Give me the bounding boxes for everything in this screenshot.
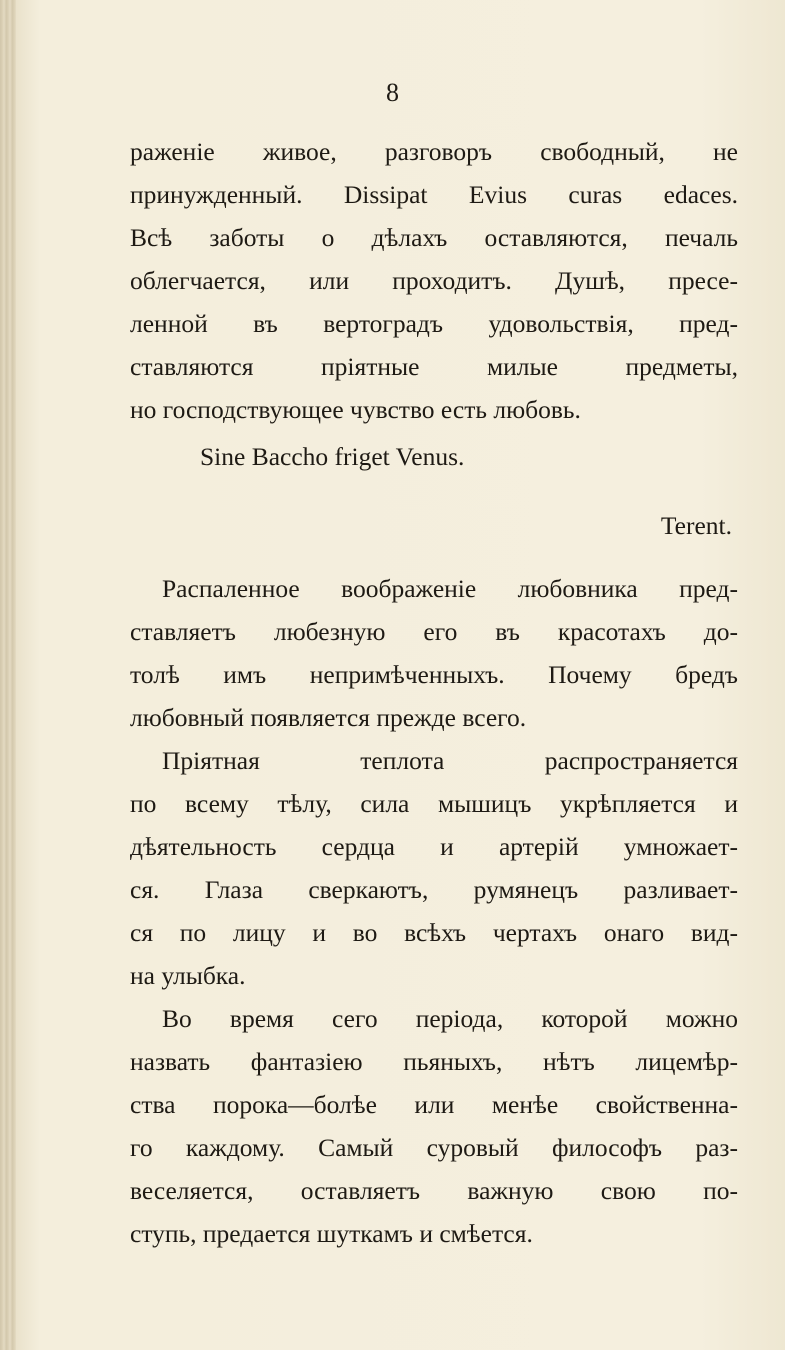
- text-line: Во время сего періода, которой можно: [162, 1004, 738, 1033]
- text-line: раженіе живое, разговоръ свободный, не: [130, 137, 738, 166]
- text-line: Всѣ заботы о дѣлахъ оставляются, печаль: [130, 223, 738, 252]
- text-line: ставляетъ любезную его въ красотахъ до-: [130, 617, 738, 646]
- text-line: ся по лицу и во всѣхъ чертахъ онаго вид-: [130, 918, 738, 947]
- text-line: веселяется, оставляетъ важную свою по-: [130, 1176, 738, 1205]
- page-text: [130, 130, 738, 1255]
- text-line: ступь, предается шуткамъ и смѣется.: [130, 1219, 533, 1248]
- text-line: по всему тѣлу, сила мышицъ укрѣпляется и: [130, 789, 738, 818]
- text-line: ся. Глаза сверкаютъ, румянецъ разливает-: [130, 875, 738, 904]
- text-line: но господствующее чувство есть любовь.: [130, 395, 581, 424]
- text-line: Пріятная теплота распространяется: [162, 746, 738, 775]
- text-line: любовный появляется прежде всего.: [130, 703, 527, 732]
- latin-quote: Sine Baccho friget Venus.: [200, 442, 465, 471]
- quote-author: Terent.: [660, 511, 732, 540]
- text-line: облегчается, или проходитъ. Душѣ, пресе-: [130, 266, 738, 295]
- text-line: ства порока—болѣе или менѣе свойственна-: [130, 1090, 738, 1119]
- text-line: го каждому. Самый суровый философъ раз-: [130, 1133, 738, 1162]
- text-line: назвать фантазіею пьяныхъ, нѣтъ лицемѣр-: [130, 1047, 738, 1076]
- text-line: на улыбка.: [130, 961, 246, 990]
- text-line: толѣ имъ непримѣченныхъ. Почему бредъ: [130, 660, 738, 689]
- binding-gutter: [0, 0, 16, 1350]
- page-number: 8: [386, 78, 399, 107]
- text-line: ставляются пріятные милые предметы,: [130, 352, 738, 381]
- text-line: принужденный. Dissipat Evius curas edaces.: [130, 180, 738, 209]
- text-line: дѣятельность сердца и артерій умножает-: [130, 832, 738, 861]
- text-line: ленной въ вертоградъ удовольствія, пред-: [130, 309, 738, 338]
- text-line: Распаленное воображеніе любовника пред-: [162, 574, 738, 603]
